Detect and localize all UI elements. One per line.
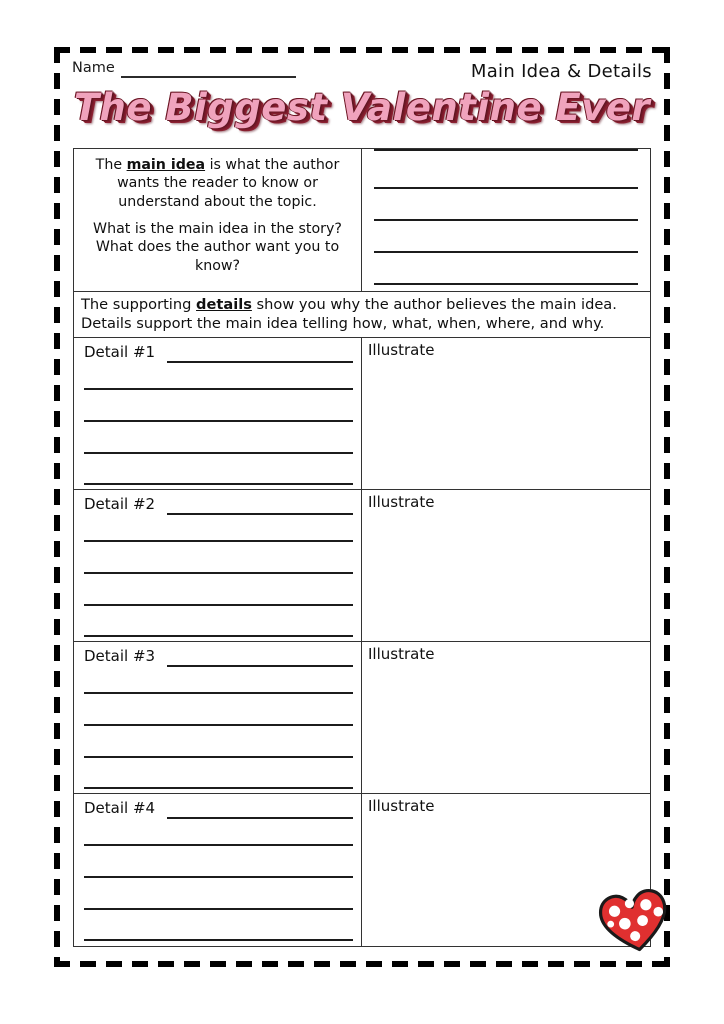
main-idea-answer-line[interactable] bbox=[374, 251, 638, 253]
details-text-pre: The supporting bbox=[81, 296, 197, 313]
main-idea-definition-pre: The bbox=[95, 157, 127, 173]
details-text-post: show you why the author believes the main idea. Details support the main idea telling how, what, when, where, and why. bbox=[81, 296, 617, 333]
main-idea-answer-lines bbox=[374, 149, 638, 291]
detail-writing-cell[interactable] bbox=[74, 490, 362, 641]
illustrate-cell[interactable] bbox=[362, 490, 650, 641]
detail-answer-lines bbox=[84, 794, 353, 946]
illustrate-label: Illustrate bbox=[368, 797, 435, 815]
detail-label: Detail #3 bbox=[84, 647, 156, 665]
detail-answer-line[interactable] bbox=[84, 635, 353, 637]
detail-answer-lines bbox=[84, 642, 353, 793]
main-idea-answer-line[interactable] bbox=[374, 283, 638, 285]
cut-line-top bbox=[54, 47, 670, 53]
worksheet-header bbox=[72, 61, 652, 89]
detail-answer-line[interactable] bbox=[84, 388, 353, 390]
detail-answer-line[interactable] bbox=[84, 787, 353, 789]
detail-label: Detail #1 bbox=[84, 343, 156, 361]
main-idea-answer-cell[interactable] bbox=[362, 149, 650, 291]
illustrate-label: Illustrate bbox=[368, 493, 435, 511]
main-idea-term: main idea bbox=[126, 157, 206, 173]
detail-answer-line[interactable] bbox=[84, 876, 353, 878]
illustrate-cell[interactable] bbox=[362, 642, 650, 793]
name-field-group bbox=[72, 61, 296, 78]
detail-row bbox=[74, 642, 650, 794]
detail-label: Detail #4 bbox=[84, 799, 156, 817]
detail-answer-line[interactable] bbox=[84, 939, 353, 941]
supporting-details-banner-row bbox=[74, 292, 650, 338]
detail-answer-line[interactable] bbox=[84, 692, 353, 694]
main-idea-answer-line[interactable] bbox=[374, 187, 638, 189]
details-term: details bbox=[196, 296, 252, 313]
detail-answer-line[interactable] bbox=[84, 483, 353, 485]
main-idea-row bbox=[74, 149, 650, 292]
name-label: Name bbox=[72, 60, 115, 76]
main-idea-prompt-cell bbox=[74, 149, 362, 291]
detail-row bbox=[74, 794, 650, 946]
illustrate-cell[interactable] bbox=[362, 794, 650, 946]
detail-writing-cell[interactable] bbox=[74, 642, 362, 793]
detail-row bbox=[74, 338, 650, 490]
detail-answer-line[interactable] bbox=[84, 724, 353, 726]
main-idea-question: What is the main idea in the story? What does the author want you to know? bbox=[93, 220, 342, 274]
main-idea-definition bbox=[83, 156, 352, 211]
main-idea-definition-post: is what the author wants the reader to know or understand about the topic. bbox=[117, 157, 340, 210]
detail-answer-line[interactable] bbox=[84, 756, 353, 758]
detail-label: Detail #2 bbox=[84, 495, 156, 513]
cut-line-right bbox=[664, 47, 670, 967]
illustrate-label: Illustrate bbox=[368, 341, 435, 359]
worksheet-page bbox=[54, 47, 670, 967]
detail-row bbox=[74, 490, 650, 642]
worksheet-table bbox=[73, 148, 651, 947]
name-input[interactable] bbox=[121, 62, 296, 78]
detail-answer-line[interactable] bbox=[84, 844, 353, 846]
cut-line-bottom bbox=[54, 961, 670, 967]
illustrate-cell[interactable] bbox=[362, 338, 650, 489]
detail-answer-line[interactable] bbox=[84, 420, 353, 422]
cut-line-left bbox=[54, 47, 60, 967]
detail-writing-cell[interactable] bbox=[74, 338, 362, 489]
detail-answer-line[interactable] bbox=[84, 452, 353, 454]
detail-answer-line[interactable] bbox=[84, 908, 353, 910]
detail-writing-cell[interactable] bbox=[74, 794, 362, 946]
detail-answer-lines bbox=[84, 338, 353, 489]
page-title: The Biggest Valentine Ever bbox=[73, 86, 651, 129]
main-idea-answer-line[interactable] bbox=[374, 219, 638, 221]
illustrate-label: Illustrate bbox=[368, 645, 435, 663]
detail-answer-line[interactable] bbox=[84, 604, 353, 606]
worksheet-topic: Main Idea & Details bbox=[470, 61, 652, 82]
supporting-details-text bbox=[74, 292, 650, 337]
main-idea-prompt-text bbox=[74, 149, 361, 275]
detail-answer-lines bbox=[84, 490, 353, 641]
detail-answer-line[interactable] bbox=[84, 540, 353, 542]
detail-answer-line[interactable] bbox=[84, 572, 353, 574]
